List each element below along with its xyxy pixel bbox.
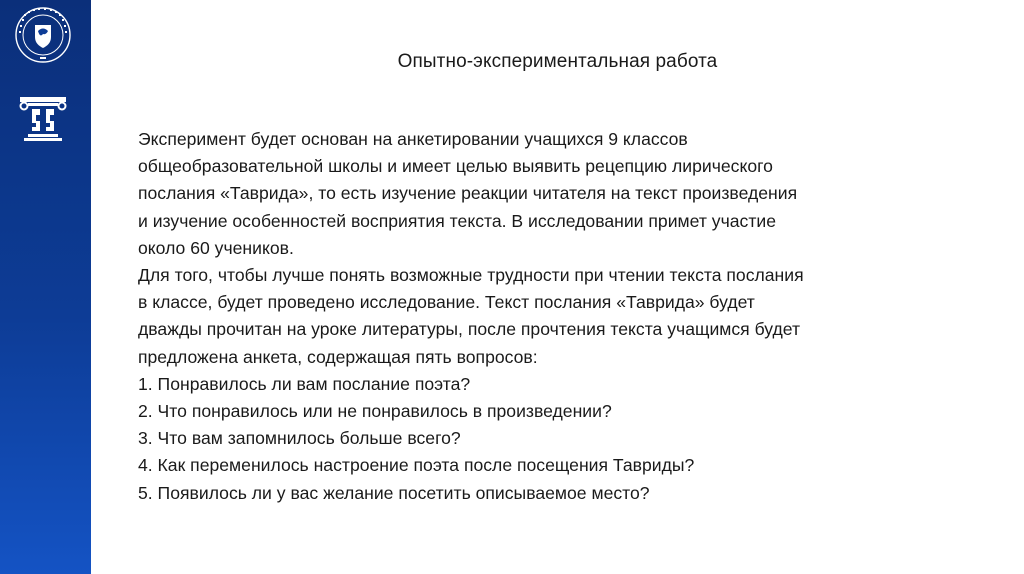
question-item: 4. Как переменилось настроение поэта после посещения Тавриды?	[138, 455, 695, 476]
column-logo-icon	[18, 95, 68, 143]
slide-body	[138, 126, 958, 507]
paragraph-line: общеобразовательной школы и имеет целью выявить рецепцию лирического	[138, 156, 773, 177]
slide-title: Опытно-экспериментальная работа	[397, 51, 718, 72]
paragraph-line: предложена анкета, содержащая пять вопросов:	[138, 346, 538, 367]
paragraph-line: Эксперимент будет основан на анкетировании учащихся 9 классов	[138, 129, 688, 149]
paragraph-line: послания «Таврида», то есть изучение реакции читателя на текст произведения	[138, 183, 798, 204]
paragraph-line: в классе, будет проведено исследование. Текст послания «Таврида» будет	[138, 292, 755, 313]
sidebar	[0, 0, 91, 574]
question-item: 1. Понравилось ли вам послание поэта?	[138, 373, 471, 394]
paragraph-line: и изучение особенностей восприятия текста. В исследовании примет участие	[138, 210, 776, 231]
paragraph-line: дважды прочитан на уроке литературы, после прочтения текста учащимся будет	[138, 319, 801, 340]
paragraph-line: около 60 учеников.	[138, 237, 294, 258]
question-item: 5. Появилось ли у вас желание посетить описываемое место?	[138, 482, 650, 503]
university-emblem-icon	[14, 6, 72, 64]
question-item: 2. Что понравилось или не понравилось в произведении?	[138, 401, 612, 422]
question-item: 3. Что вам запомнилось больше всего?	[138, 428, 461, 449]
paragraph-line: Для того, чтобы лучше понять возможные трудности при чтении текста послания	[138, 265, 804, 286]
